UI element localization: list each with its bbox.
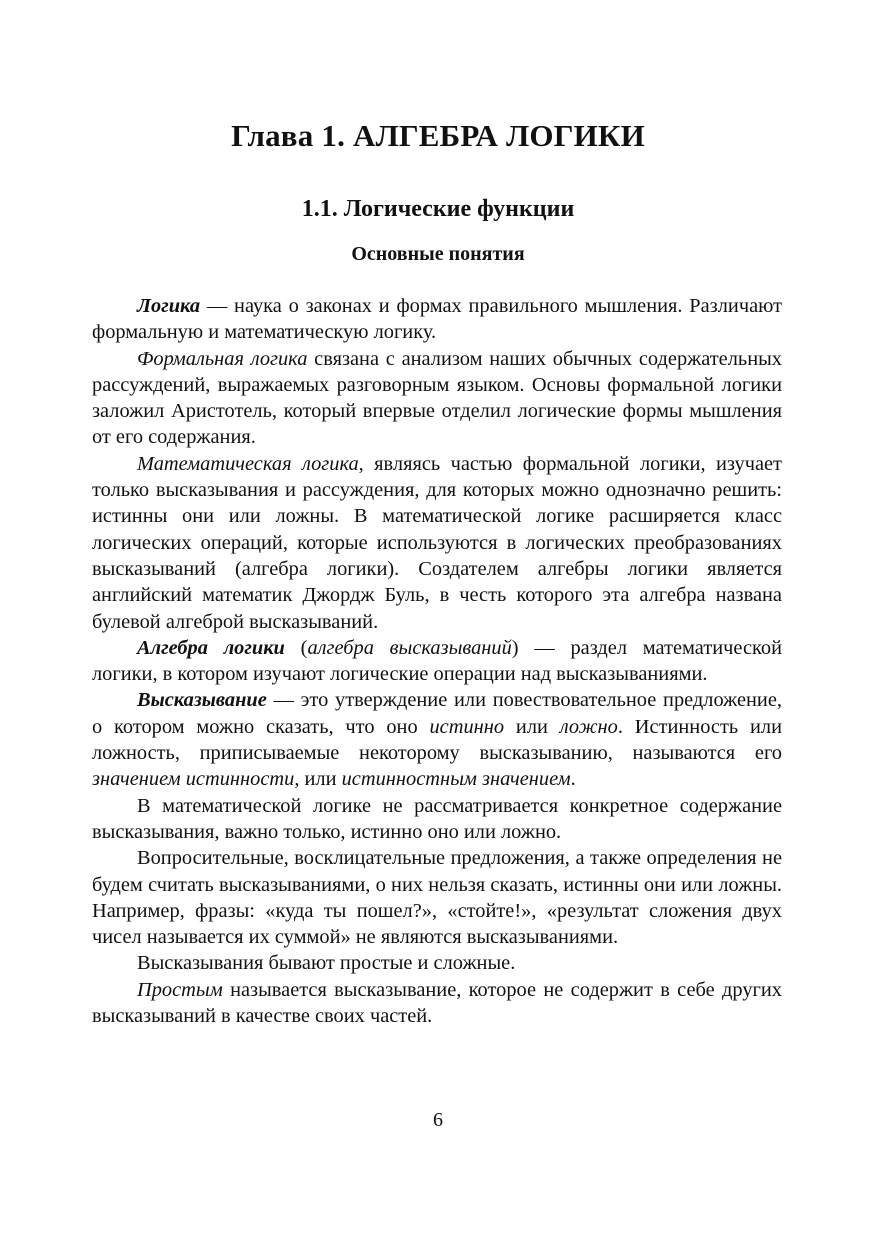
paragraph-logic xyxy=(92,293,782,346)
term-algebra-statements: алгебра высказываний xyxy=(307,636,512,659)
text: или xyxy=(504,715,560,738)
paragraph-math-logic xyxy=(92,451,782,635)
paragraph-formal-logic xyxy=(92,346,782,451)
text: — это утверждение или повествовательное предложение, о котором можно сказать, что оно xyxy=(92,689,782,738)
term-truth-value: значением истинности xyxy=(92,768,295,791)
text: — наука о законах и формах правильного мышления. Различают формальную и математическую логику. xyxy=(92,295,782,344)
text: ( xyxy=(284,636,308,659)
term-truth-value-alt: истинностным значением xyxy=(341,768,571,791)
text: , являясь частью формальной логики, изучает только высказывания и рассуждения, для которых можно однозначно решить: истинны они или ложны. В математической логике расширяется класс логических операций, которые используются в логических преобразованиях высказываний (алгебра логики). Создателем алгебры логики является английский математик Джордж Буль, в честь которого эта алгебра названа булевой алгеброй высказываний. xyxy=(92,452,782,633)
paragraph-kinds: Высказывания бывают простые и сложные. xyxy=(137,952,516,975)
term-false: ложно xyxy=(559,715,618,738)
text: . xyxy=(570,768,576,791)
term-logic: Логика xyxy=(137,295,201,317)
paragraph-questions: Вопросительные, восклицательные предложения, а также определения не будем считать высказываниями, о них нельзя сказать, истинны они или ложны. Например, фразы: «куда ты пошел?», «стойте!», «результат сложения двух чисел называется их суммой» не являются высказываниями. xyxy=(92,847,782,949)
text: . Истинность или ложность, приписываемые некоторому высказыванию, называются его xyxy=(92,715,783,765)
term-true: истинно xyxy=(429,715,505,738)
section-title: 1.1. Логические функции xyxy=(301,196,575,222)
page-number: 6 xyxy=(433,1109,443,1131)
subsection-title: Основные понятия xyxy=(351,243,525,265)
term-simple: Простым xyxy=(137,978,223,1001)
body-text xyxy=(92,293,782,1029)
text: называется высказывание, которое не содержит в себе других высказываний в качестве своих частей. xyxy=(92,978,782,1028)
paragraph-statement xyxy=(92,687,782,792)
term-math-logic: Математическая логика xyxy=(137,452,359,475)
text: , или xyxy=(294,768,342,791)
paragraph-simple xyxy=(92,977,782,1030)
chapter-title: Глава 1. АЛГЕБРА ЛОГИКИ xyxy=(231,118,645,153)
term-algebra-logic: Алгебра логики xyxy=(137,636,285,659)
term-formal-logic: Формальная логика xyxy=(137,347,308,370)
paragraph-algebra-logic xyxy=(92,635,782,688)
text: ) — раздел математической логики, в котором изучают логические операции над высказываниями. xyxy=(92,636,782,686)
term-statement: Высказывание xyxy=(137,689,267,712)
text: связана с анализом наших обычных содержательных рассуждений, выражаемых разговорным языком. Основы формальной логики заложил Аристотель, который впервые отделил логические формы мышления от его содержания. xyxy=(92,347,782,449)
paragraph-content: В математической логике не рассматривается конкретное содержание высказывания, важно только, истинно оно или ложно. xyxy=(92,794,782,843)
